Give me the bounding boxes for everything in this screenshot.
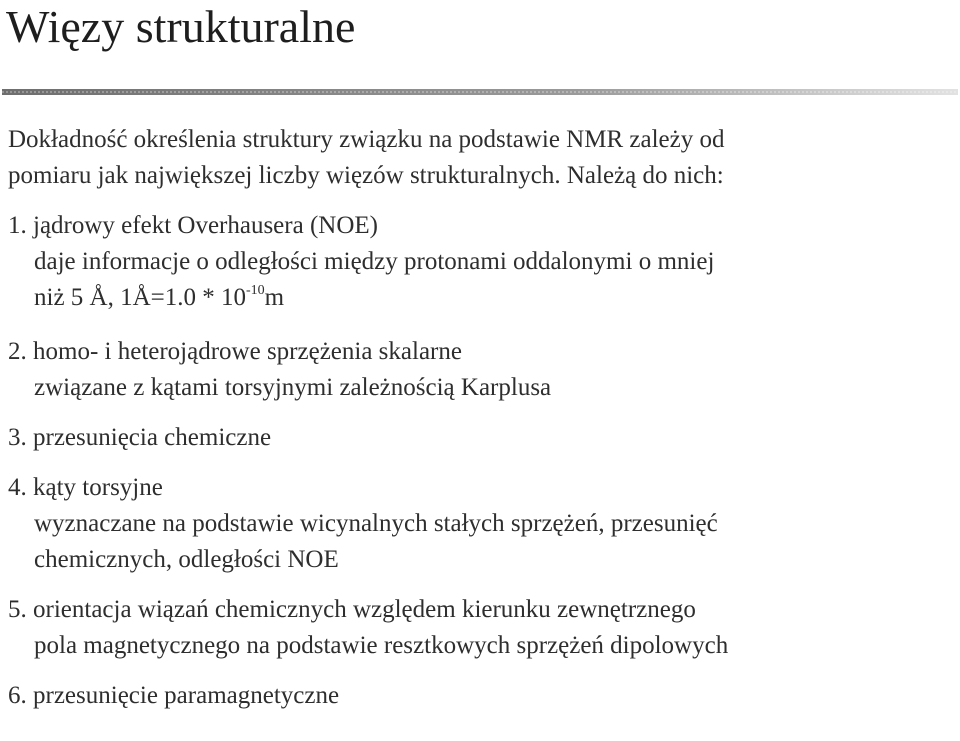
item-detail: chemicznych, odległości NOE: [34, 546, 339, 573]
item-heading: 5. orientacja wiązań chemicznych względem kierunku zewnętrznego: [8, 596, 696, 623]
constraint-item-scalar-coupling: [8, 334, 948, 406]
constraint-item-bond-orientation: [8, 592, 948, 664]
item-detail: związane z kątami torsyjnymi zależnością Karplusa: [34, 374, 552, 401]
item-detail: wyznaczane na podstawie wicynalnych stałych sprzężeń, przesunięć: [34, 510, 718, 537]
formula-text: niż 5 Å, 1Å=1.0 * 10: [34, 284, 246, 311]
slide-body: [8, 122, 948, 714]
item-formula: [8, 280, 948, 316]
intro-line: pomiaru jak największej liczby więzów strukturalnych. Należą do nich:: [8, 162, 724, 189]
constraint-item-paramagnetic-shift: [8, 678, 948, 714]
item-detail: daje informacje o odległości między protonami oddalonymi o mniej: [34, 248, 715, 275]
item-heading: 1. jądrowy efekt Overhausera (NOE): [8, 212, 378, 239]
item-heading: 2. homo- i heterojądrowe sprzężenia skalarne: [8, 338, 462, 365]
item-detail: pola magnetycznego na podstawie resztkowych sprzężeń dipolowych: [34, 632, 729, 659]
constraint-item-torsion-angles: [8, 470, 948, 578]
constraint-item-chemical-shifts: [8, 420, 948, 456]
item-heading: 4. kąty torsyjne: [8, 474, 163, 501]
slide-title: Więzy strukturalne: [6, 1, 356, 52]
formula-unit: m: [264, 284, 285, 311]
title-divider: [2, 88, 958, 96]
item-heading: 3. przesunięcia chemiczne: [8, 424, 272, 451]
intro-line: Dokładność określenia struktury związku na podstawie NMR zależy od: [8, 126, 725, 153]
item-heading: 6. przesunięcie paramagnetyczne: [8, 682, 340, 709]
formula-exponent: -10: [246, 283, 265, 298]
constraint-item-noe: [8, 208, 948, 316]
